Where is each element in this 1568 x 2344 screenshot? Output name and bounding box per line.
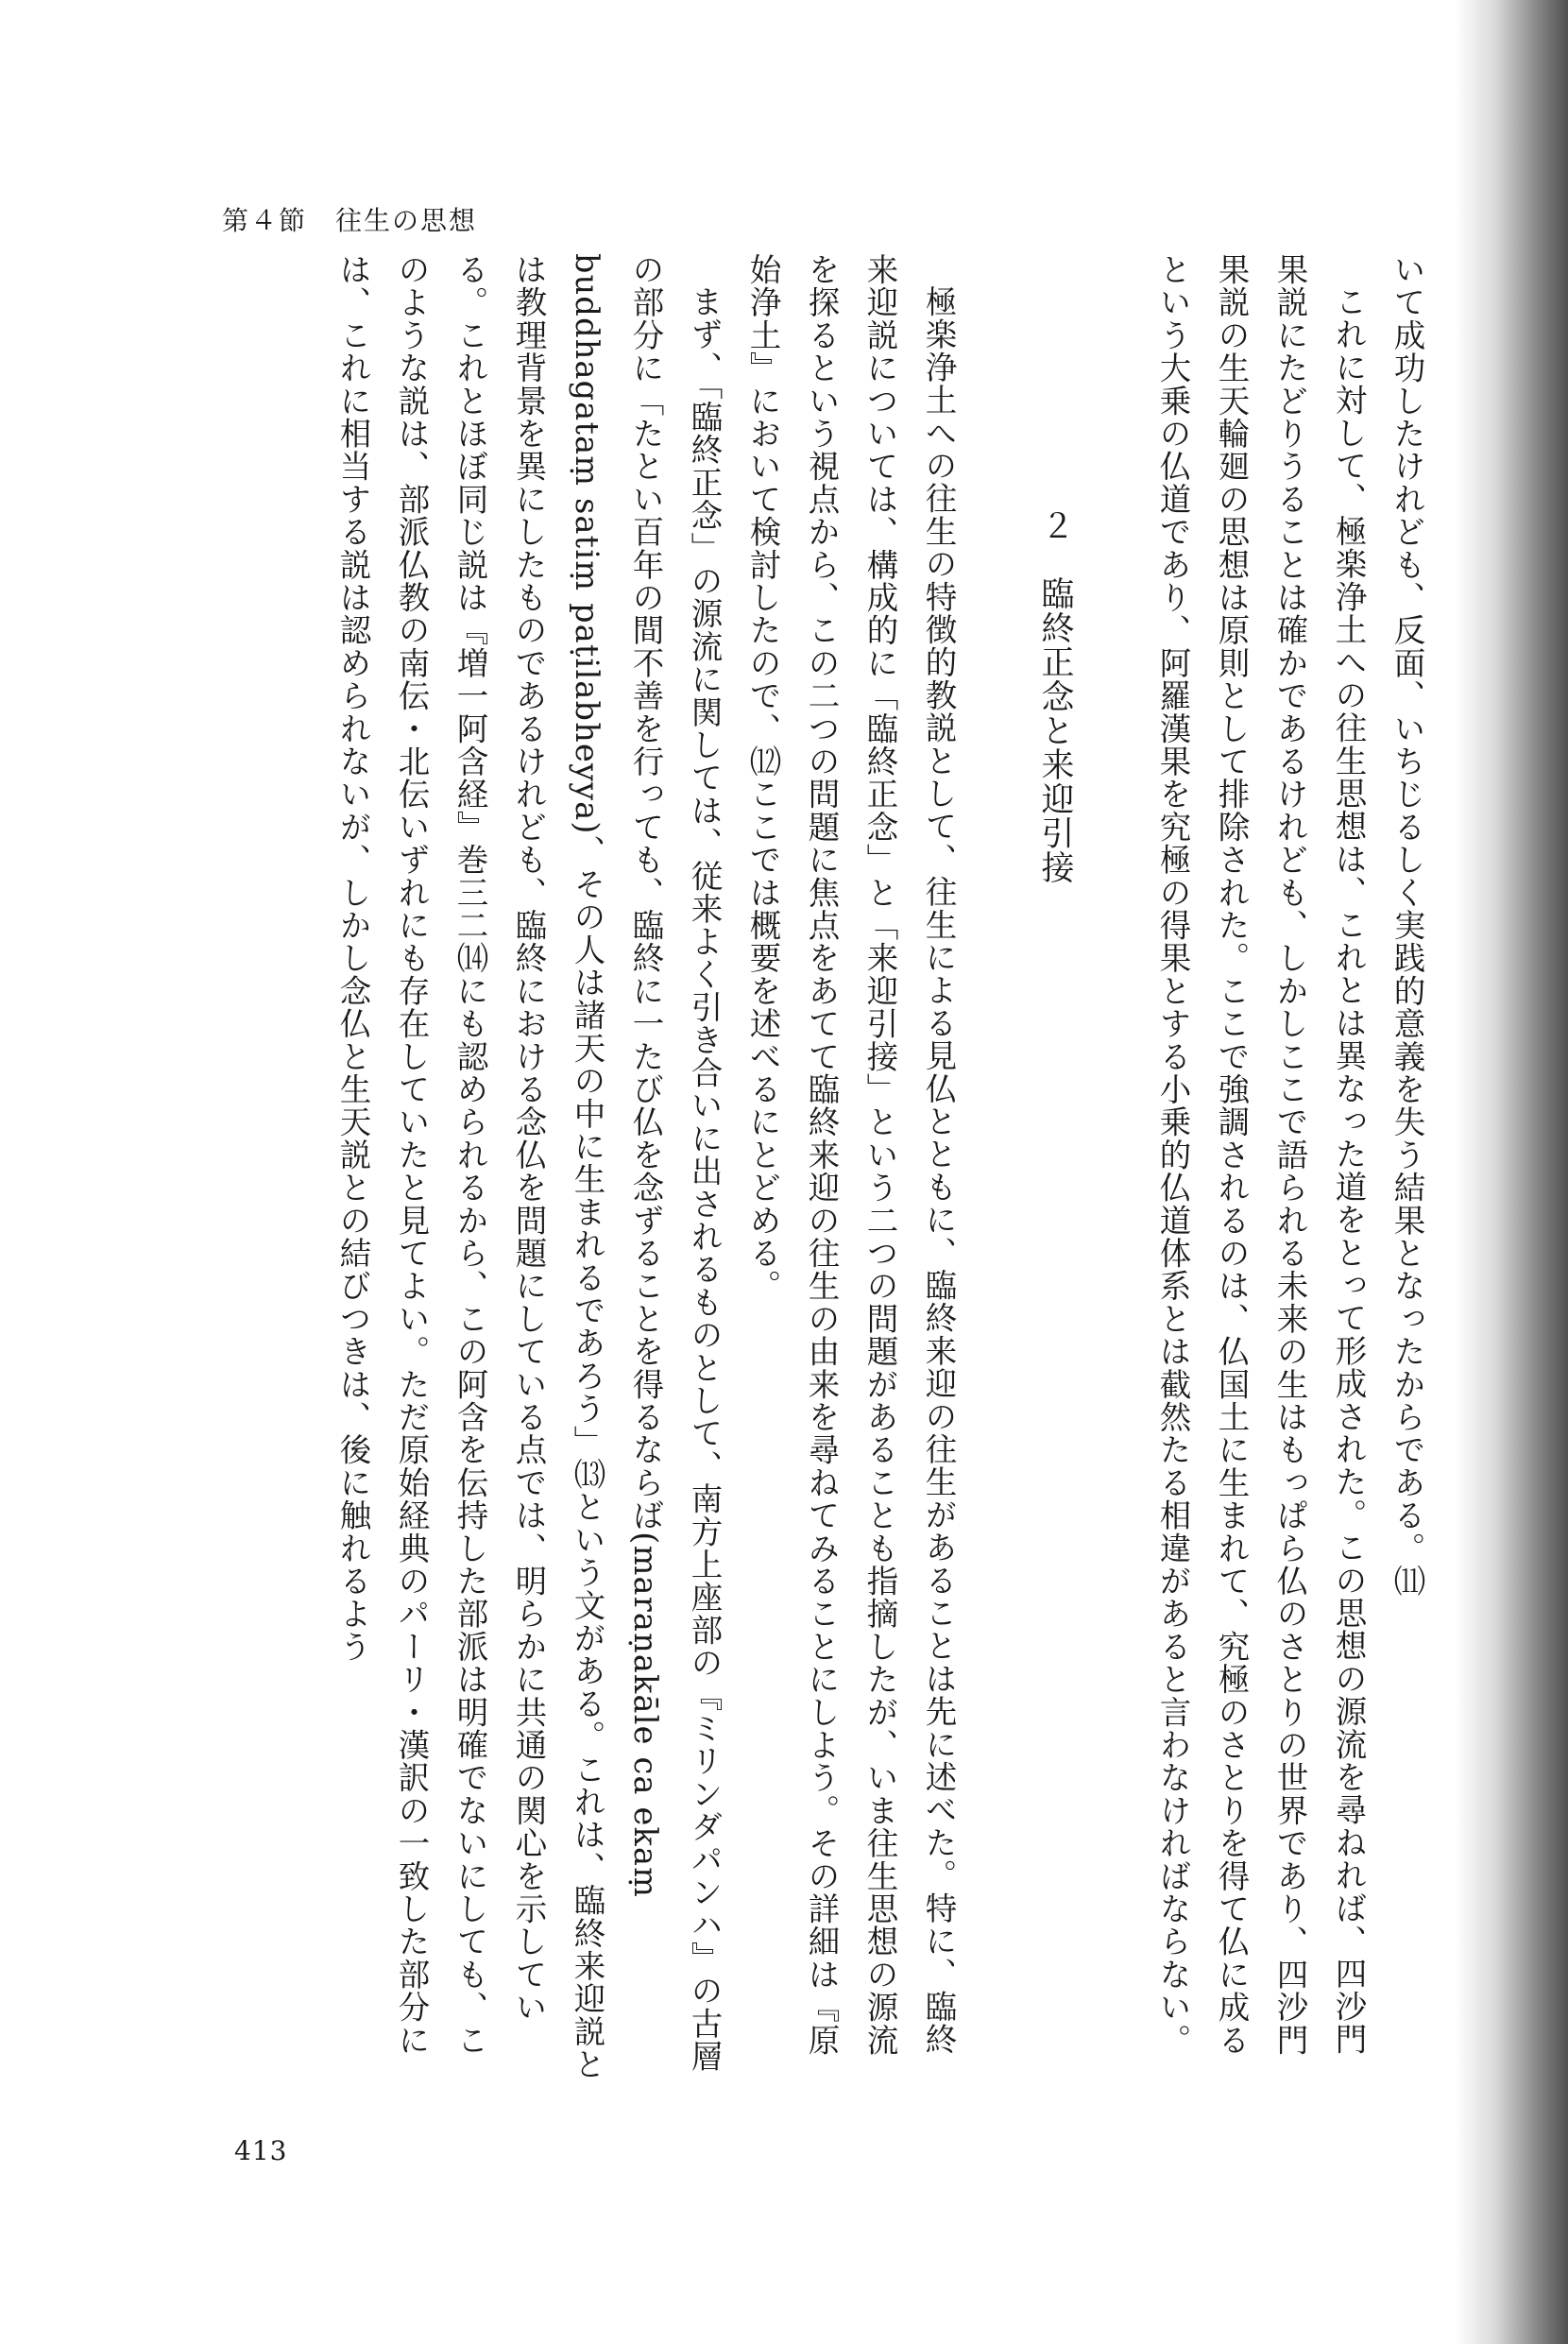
heading-spacer-after [967,253,1026,2081]
paragraph-3: 極楽浄土への往生の特徴的教説として、往生による見仏とともに、臨終来迎の往生があることは先に述べた。特に、臨終来迎説については、構成的に「臨終正念」と「来迎引接」という二つの問題があることも指摘したが、いま往生思想の源流を探るという視点から、この二つの問題に焦点をあてて臨終来迎の往生の由来を尋ねてみることにしよう。その詳細は『原始浄土』において検討したので、⑿ここでは概要を述べるにとどめる。 [744,253,957,2057]
paragraph-2: これに対して、極楽浄土への往生思想は、これとは異なった道をとって形成された。この思想の源流を尋ねれば、四沙門果説にたどりうることは確かであるけれども、しかしここで語られる未来の生はもっぱら仏のさとりの世界であり、四沙門果説の生天輪廻の思想は原則として排除された。ここで強調されるのは、仏国土に生まれて、究極のさとりを得て仏に成るという大乗の仏道であり、阿羅漢果を究極の得果とする小乗的仏道体系とは截然たる相違があると言わなければならない。 [1154,253,1367,2057]
paragraph-1: いて成功したけれども、反面、いちじるしく実践的意義を失う結果となったからである。⑾ [1389,253,1425,1598]
paragraph-4: まず、「臨終正念」の源流に関しては、従来よく引き合いに出されるものとして、南方上座部の『ミリンダパンハ』の古層の部分に「たとい百年の間不善を行っても、臨終に一たび仏を念ずることを得るならば(maraṇakāle ca ekaṃ buddhagataṃ satiṃ paṭilabheyya)、その人は諸天の中に生まれるであろう」⒀という文がある。これは、臨終来迎説とは教理背景を異にしたものであるけれども、臨終における念仏を問題にしている点では、明らかに共通の関心を示している。これとほぼ同じ説は『増一阿含経』巻三二⒁にも認められるから、この阿含を伝持した部派は明確でないにしても、このような説は、部派仏教の南伝・北伝いずれにも存在していたと見てよい。ただ原始経典のパーリ・漢訳の一致した部分には、これに相当する説は認められないが、しかし念仏と生天説との結びつきは、後に触れるよう [334,253,723,2081]
page-number: 413 [234,2135,288,2166]
body-text [189,253,1436,2081]
section-heading: ２ 臨終正念と来迎引接 [1036,508,1074,885]
scan-edge-shadow [1455,0,1568,2344]
running-head: 第４節 往生の思想 [222,205,478,236]
heading-spacer [1084,253,1143,2081]
